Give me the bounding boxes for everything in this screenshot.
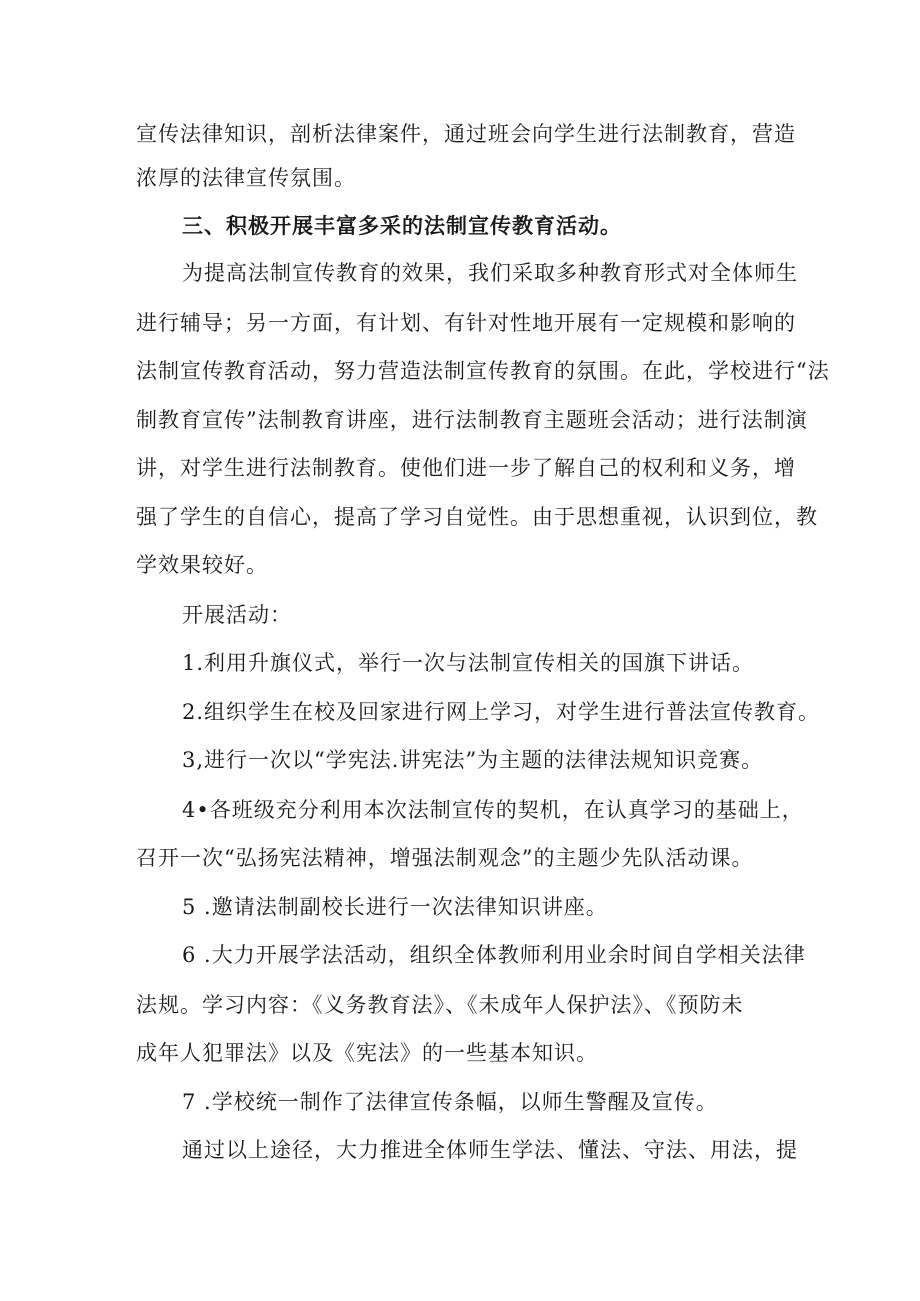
paragraph-line-3: 为提高法制宣传教育的效果，我们采取多种教育形式对全体师生 [182, 261, 798, 285]
list-item-3: 3,进行一次以“学宪法.讲宪法”为主题的法律法规知识竞赛。 [182, 748, 764, 772]
paragraph-line-4: 进行辅导；另一方面，有计划、有针对性地开展有一定规模和影响的 [136, 311, 796, 335]
list-item-6: 6 .大力开展学法活动，组织全体教师利用业余时间自学相关法律 [182, 943, 806, 967]
list-item-4-continued: 召开一次“弘扬宪法精神，增强法制观念”的主题少先队活动课。 [136, 846, 754, 870]
section-heading: 三、积极开展丰富多采的法制宣传教育活动。 [182, 214, 622, 238]
paragraph-line-2: 浓厚的法律宣传氛围。 [136, 166, 356, 190]
list-item-2: 2.组织学生在校及回家进行网上学习，对学生进行普法宣传教育。 [182, 700, 821, 724]
list-item-1: 1.利用升旗仪式，举行一次与法制宣传相关的国旗下讲话。 [182, 651, 755, 675]
paragraph-line-7: 讲，对学生进行法制教育。使他们进一步了解自己的权利和义务，增 [136, 456, 796, 480]
list-item-6-continued-2: 成年人犯罪法》以及《宪法》的一些基本知识。 [136, 1041, 598, 1065]
paragraph-line-1: 宣传法律知识，剖析法律案件，通过班会向学生进行法制教育，营造 [136, 122, 796, 146]
list-item-7: 7 .学校统一制作了法律宣传条幅，以师生警醒及宣传。 [182, 1090, 718, 1114]
activities-label: 开展活动： [182, 603, 292, 627]
paragraph-line-5: 法制宣传教育活动，努力营造法制宣传教育的氛围。在此，学校进行“法 [136, 359, 830, 383]
paragraph-line-9: 学效果较好。 [136, 553, 268, 577]
list-item-5: 5 .邀请法制副校长进行一次法律知识讲座。 [182, 895, 608, 919]
paragraph-line-8: 强了学生的自信心，提高了学习自觉性。由于思想重视，认识到位，教 [136, 505, 818, 529]
list-item-4: 4•各班级充分利用本次法制宣传的契机，在认真学习的基础上， [182, 798, 804, 822]
closing-paragraph-line: 通过以上途径，大力推进全体师生学法、懂法、守法、用法，提 [182, 1138, 798, 1162]
list-item-6-continued-1: 法规。学习内容：《义务教育法》、《未成年人保护法》、《预防未 [136, 993, 744, 1017]
paragraph-line-6: 制教育宣传”法制教育讲座，进行法制教育主题班会活动；进行法制演 [136, 408, 808, 432]
